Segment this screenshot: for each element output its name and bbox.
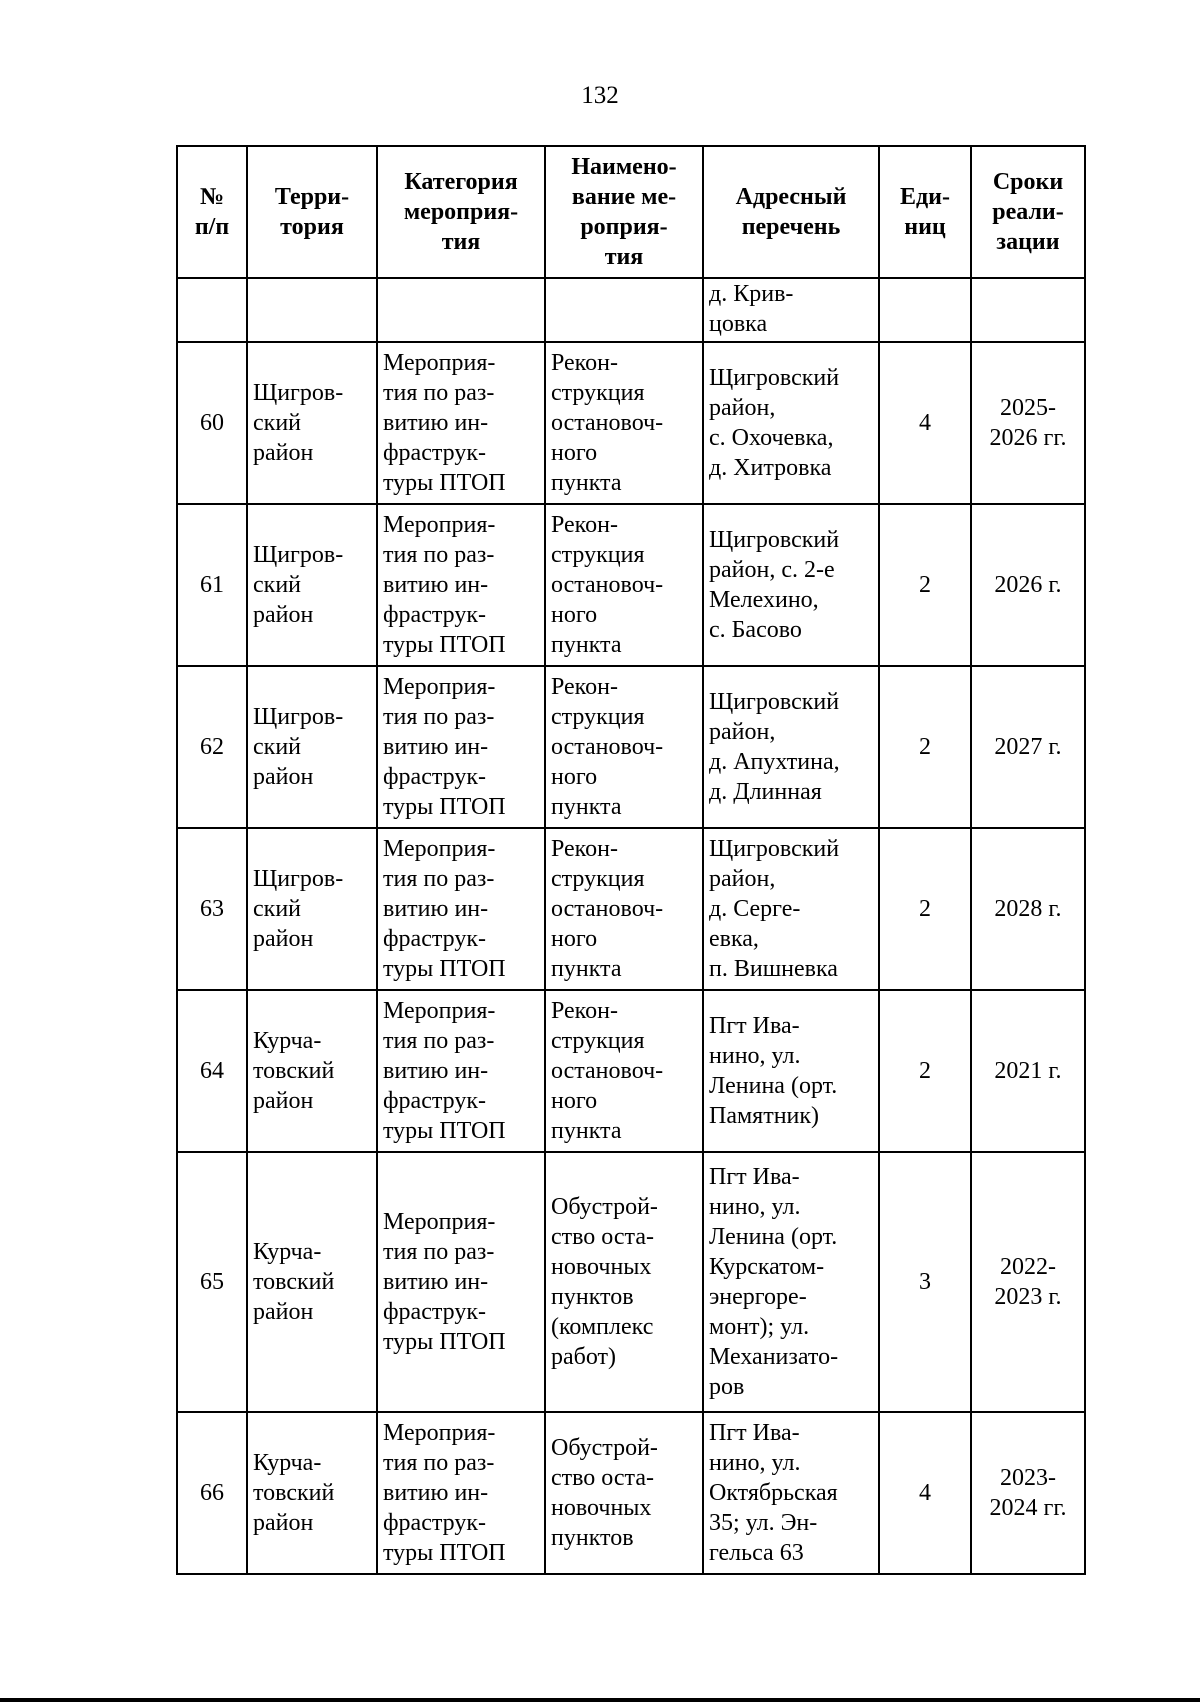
cell-units: 3	[879, 1152, 971, 1412]
cell-address: Пгт Ива- нино, ул. Ленина (орт. Курскатом- энергоре- монт); ул. Механизато- ров	[703, 1152, 879, 1412]
table-row	[177, 504, 1085, 666]
cell-units: 4	[879, 342, 971, 504]
cell-units	[879, 278, 971, 342]
table-row	[177, 666, 1085, 828]
cell-term: 2023- 2024 гг.	[971, 1412, 1085, 1574]
cell-category: Мероприя- тия по раз- витию ин- фраструк- туры ПТОП	[377, 342, 545, 504]
cell-territory: Щигров- ский район	[247, 828, 377, 990]
header-category: Категория мероприя- тия	[377, 146, 545, 278]
table-row	[177, 342, 1085, 504]
cell-category: Мероприя- тия по раз- витию ин- фраструк- туры ПТОП	[377, 666, 545, 828]
header-name: Наимено- вание ме- роприя- тия	[545, 146, 703, 278]
cell-name: Рекон- струкция остановоч- ного пункта	[545, 342, 703, 504]
cell-units: 2	[879, 504, 971, 666]
header-num: № п/п	[177, 146, 247, 278]
cell-term: 2028 г.	[971, 828, 1085, 990]
cell-territory: Курча- товский район	[247, 1412, 377, 1574]
cell-term: 2025- 2026 гг.	[971, 342, 1085, 504]
cell-category: Мероприя- тия по раз- витию ин- фраструк- туры ПТОП	[377, 990, 545, 1152]
cell-term	[971, 278, 1085, 342]
cell-name: Рекон- струкция остановоч- ного пункта	[545, 828, 703, 990]
cell-category: Мероприя- тия по раз- витию ин- фраструк- туры ПТОП	[377, 828, 545, 990]
table-header-row	[177, 146, 1085, 278]
cell-name: Рекон- струкция остановоч- ного пункта	[545, 990, 703, 1152]
cell-address: Щигровский район, с. Охочевка, д. Хитровка	[703, 342, 879, 504]
table-row-continuation	[177, 278, 1085, 342]
cell-address: Пгт Ива- нино, ул. Октябрьская 35; ул. Эн- гельса 63	[703, 1412, 879, 1574]
cell-units: 2	[879, 990, 971, 1152]
cell-territory: Щигров- ский район	[247, 666, 377, 828]
cell-num: 60	[177, 342, 247, 504]
table-row	[177, 1412, 1085, 1574]
cell-term: 2021 г.	[971, 990, 1085, 1152]
cell-units: 2	[879, 828, 971, 990]
cell-num: 65	[177, 1152, 247, 1412]
cell-num: 66	[177, 1412, 247, 1574]
cell-territory: Щигров- ский район	[247, 342, 377, 504]
cell-num	[177, 278, 247, 342]
measures-table	[176, 145, 1086, 1575]
cell-address: д. Крив- цовка	[703, 278, 879, 342]
cell-name: Обустрой- ство оста- новочных пунктов (комплекс работ)	[545, 1152, 703, 1412]
cell-category	[377, 278, 545, 342]
cell-category: Мероприя- тия по раз- витию ин- фраструк- туры ПТОП	[377, 1152, 545, 1412]
cell-term: 2022- 2023 г.	[971, 1152, 1085, 1412]
page-number: 132	[581, 82, 619, 109]
cell-term: 2026 г.	[971, 504, 1085, 666]
table-row	[177, 990, 1085, 1152]
cell-name: Обустрой- ство оста- новочных пунктов	[545, 1412, 703, 1574]
cell-name	[545, 278, 703, 342]
header-territory: Терри- тория	[247, 146, 377, 278]
header-address: Адресный перечень	[703, 146, 879, 278]
cell-num: 64	[177, 990, 247, 1152]
cell-term: 2027 г.	[971, 666, 1085, 828]
table-row	[177, 1152, 1085, 1412]
cell-address: Щигровский район, с. 2-е Мелехино, с. Басово	[703, 504, 879, 666]
cell-address: Щигровский район, д. Серге- евка, п. Вишневка	[703, 828, 879, 990]
cell-category: Мероприя- тия по раз- витию ин- фраструк- туры ПТОП	[377, 1412, 545, 1574]
bottom-scan-edge	[0, 1698, 1200, 1702]
cell-num: 62	[177, 666, 247, 828]
cell-name: Рекон- струкция остановоч- ного пункта	[545, 666, 703, 828]
cell-category: Мероприя- тия по раз- витию ин- фраструк- туры ПТОП	[377, 504, 545, 666]
cell-territory: Курча- товский район	[247, 990, 377, 1152]
cell-address: Пгт Ива- нино, ул. Ленина (орт. Памятник)	[703, 990, 879, 1152]
cell-units: 4	[879, 1412, 971, 1574]
cell-name: Рекон- струкция остановоч- ного пункта	[545, 504, 703, 666]
cell-address: Щигровский район, д. Апухтина, д. Длинная	[703, 666, 879, 828]
cell-units: 2	[879, 666, 971, 828]
cell-territory: Курча- товский район	[247, 1152, 377, 1412]
cell-num: 61	[177, 504, 247, 666]
cell-num: 63	[177, 828, 247, 990]
header-term: Сроки реали- зации	[971, 146, 1085, 278]
cell-territory	[247, 278, 377, 342]
cell-territory: Щигров- ский район	[247, 504, 377, 666]
header-units: Еди- ниц	[879, 146, 971, 278]
table-row	[177, 828, 1085, 990]
